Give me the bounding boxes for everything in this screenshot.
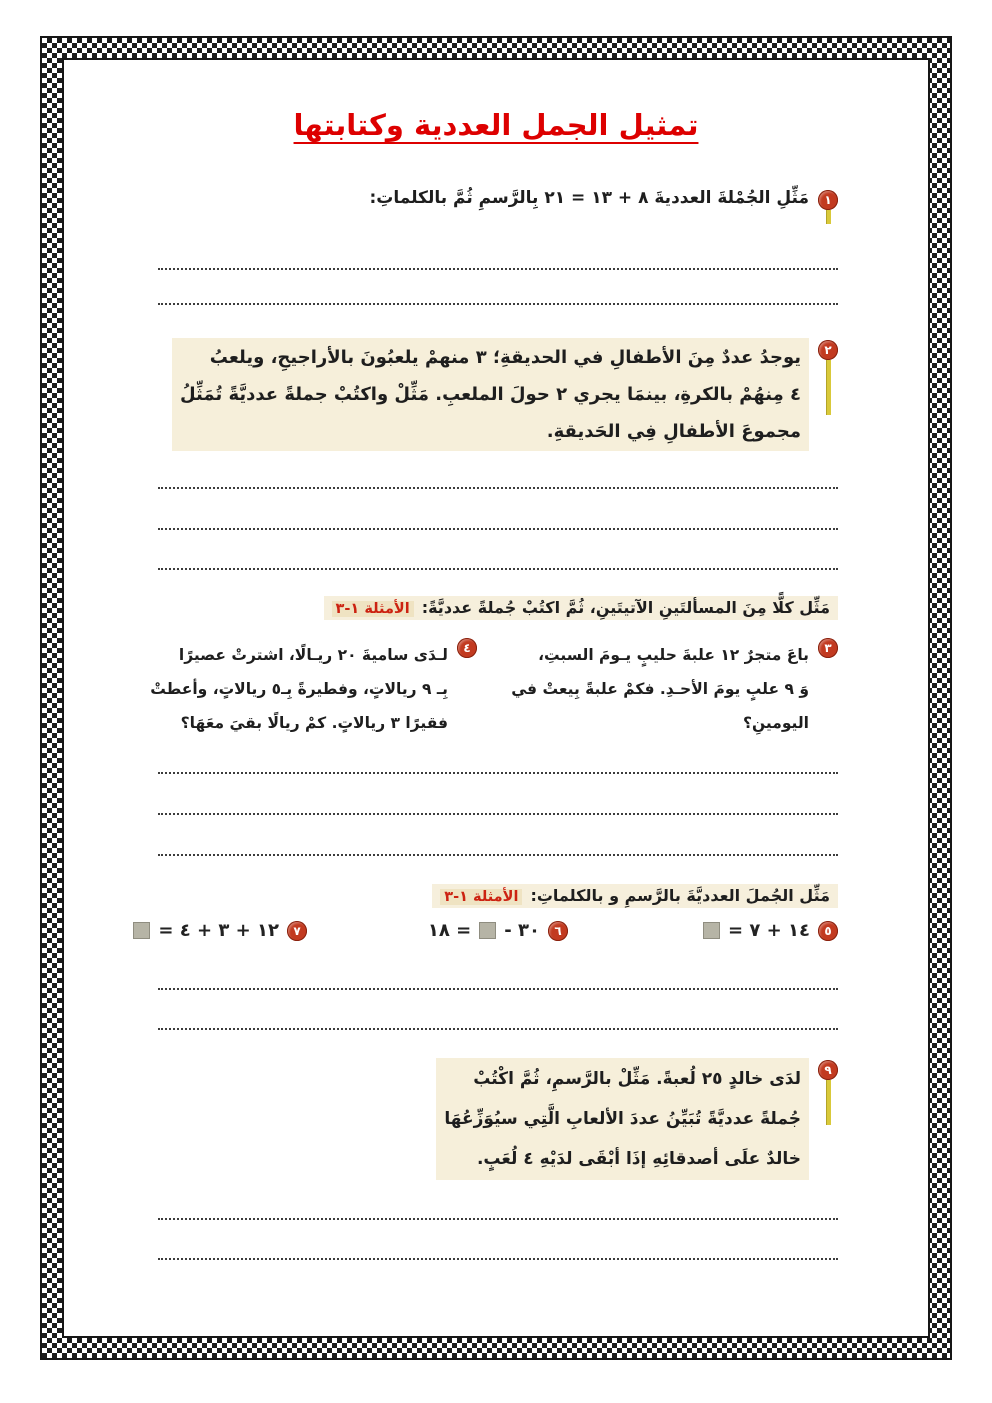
- page-title: تمثيل الجمل العددية وكتابتها: [293, 108, 699, 142]
- question-1-badge: ١: [818, 190, 838, 210]
- question-2-line-2: ٤ مِنهُمْ بالكرةِ، بينمَا يجري ٢ حولَ الملعبِ. مَثِّلْ واكتُبْ جملةً عدديَّةً تُمَثِّلُ: [179, 384, 801, 405]
- question-9-text: [436, 1058, 809, 1180]
- answer-line: [158, 813, 838, 815]
- question-1-pin: [818, 190, 838, 224]
- section-1-instruction: [324, 596, 838, 620]
- question-9: [436, 1058, 838, 1180]
- question-3-badge: ٣: [818, 638, 838, 658]
- question-3: [498, 638, 838, 740]
- question-9-badge: ٩: [818, 1060, 838, 1080]
- answer-line: [158, 303, 838, 305]
- badge-pin-stem: [826, 1080, 831, 1125]
- answer-line: [158, 268, 838, 270]
- answer-line: [158, 1028, 838, 1030]
- answer-line: [158, 528, 838, 530]
- question-4-line-2: بِـ ٩ ريالاتٍ، وفطيرةً بِـ٥ ريالاتٍ، وأعطتْ: [150, 680, 448, 698]
- answer-line: [158, 568, 838, 570]
- answer-box: [703, 922, 720, 939]
- question-9-line-3: خالدٌ علَى أصدقائِهِ إذَا أبْقَى لدَيْهِ ٤ لُعَبٍ.: [476, 1149, 801, 1169]
- question-2-text: [172, 338, 809, 451]
- question-1-text: مَثِّلِ الجُمْلةَ العدديةَ ٨ + ١٣ = ٢١ بِالرَّسمِ ثُمَّ بالكلماتِ:: [369, 188, 809, 208]
- section-2-instruction: [432, 884, 838, 908]
- question-7: [133, 920, 307, 941]
- question-6-equation-right: = ١٨: [427, 920, 472, 941]
- question-4-line-3: فقيرًا ٣ ريالاتٍ. كمْ ريالًا بقيَ معَهَا؟: [180, 714, 448, 732]
- question-3-text: [511, 638, 809, 740]
- question-5: [703, 920, 838, 941]
- question-3-line-3: اليومينِ؟: [742, 714, 809, 732]
- answer-line: [158, 854, 838, 856]
- section-2-text: مَثِّل الجُملَ العدديَّةَ بالرَّسمِ و بالكلماتِ:: [530, 886, 830, 905]
- question-2-line-3: مجموعَ الأطفالِ فِي الحَديقةِ.: [546, 421, 801, 442]
- question-3-line-1: باعَ متجرٌ ١٢ علبةَ حليبٍ يـومَ السبتِ،: [538, 646, 809, 664]
- question-9-line-1: لدَى خالدٍ ٢٥ لُعبةً. مَثِّلْ بالرَّسمِ، ثُمَّ اكْتُبْ: [473, 1069, 801, 1089]
- question-3-line-2: وَ ٩ علبٍ يومَ الأحـدِ. فكمْ علبةً بِيعتْ في: [511, 680, 809, 698]
- question-2-line-1: يوجدُ عددٌ مِنَ الأطفالِ في الحديقةِ؛ ٣ منهمْ يلعبُونَ بالأراجيحِ، ويلعبُ: [209, 347, 801, 368]
- section-2-examples-ref: الأمثلة ١-٣: [440, 889, 522, 905]
- question-4-badge: ٤: [457, 638, 477, 658]
- question-4: [150, 638, 477, 740]
- answer-line: [158, 487, 838, 489]
- answer-box: [133, 922, 150, 939]
- question-2-pin: [818, 340, 838, 415]
- section-1-text: مَثِّل كلًّا مِنَ المسألتَينِ الآتيتَينِ، ثُمَّ اكتُبْ جُملةً عدديَّةً:: [421, 598, 830, 617]
- answer-line: [158, 988, 838, 990]
- badge-pin-stem: [826, 210, 831, 224]
- question-6-badge: ٦: [548, 921, 568, 941]
- question-7-badge: ٧: [287, 921, 307, 941]
- question-2-badge: ٢: [818, 340, 838, 360]
- question-4-line-1: لـدَى ساميةَ ٢٠ ريـالًا، اشترتْ عصيرًا: [178, 646, 448, 664]
- question-9-pin: [818, 1060, 838, 1125]
- question-4-text: [150, 638, 448, 740]
- question-6-equation-left: ٣٠ -: [504, 920, 540, 941]
- question-5-badge: ٥: [818, 921, 838, 941]
- question-9-line-2: جُملةً عدديَّةً تُبَيِّنُ عددَ الألعابِ الَّتِي سيُوَزِّعُهَا: [444, 1109, 801, 1129]
- question-6: [428, 920, 568, 941]
- question-1: [369, 188, 838, 224]
- badge-pin-stem: [826, 360, 831, 415]
- question-5-equation: ١٤ + ٧ =: [728, 920, 810, 941]
- question-7-equation: ١٢ + ٣ + ٤ =: [158, 920, 279, 941]
- answer-line: [158, 1258, 838, 1260]
- answer-box: [479, 922, 496, 939]
- answer-line: [158, 1218, 838, 1220]
- question-2: [172, 338, 838, 451]
- answer-line: [158, 772, 838, 774]
- section-1-examples-ref: الأمثلة ١-٣: [332, 601, 414, 617]
